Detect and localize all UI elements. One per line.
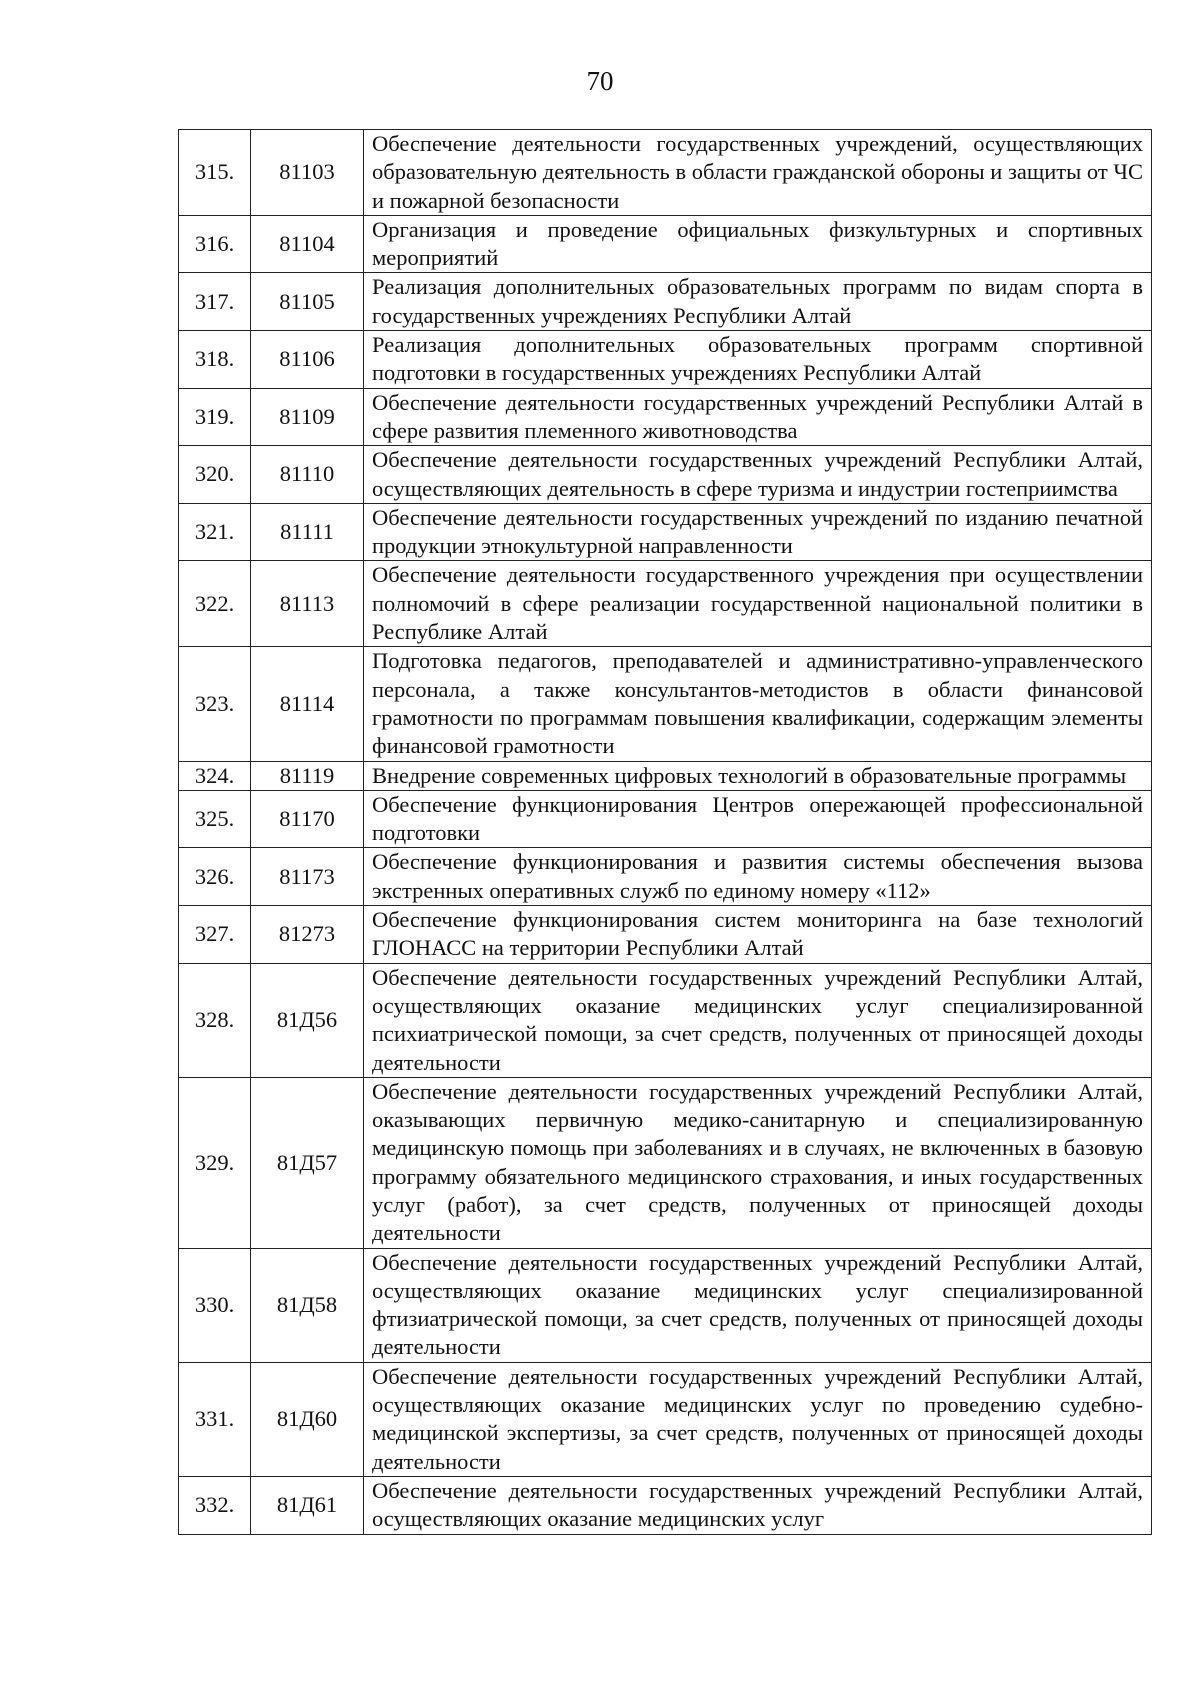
row-number: 327. [179, 906, 251, 964]
row-number: 323. [179, 647, 251, 761]
budget-code: 81110 [251, 446, 364, 504]
table-row [179, 215, 1152, 273]
table-row [179, 1248, 1152, 1362]
code-description: Реализация дополнительных образовательных программ по видам спорта в государственных учреждениях Республики Алтай [364, 273, 1152, 331]
code-description: Организация и проведение официальных физкультурных и спортивных мероприятий [364, 215, 1152, 273]
code-description: Обеспечение деятельности государственных учреждений, осуществляющих образовательную деятельность в области гражданской обороны и защиты от ЧС и пожарной безопасности [364, 130, 1152, 216]
budget-code: 81106 [251, 331, 364, 389]
budget-code: 81119 [251, 761, 364, 790]
table-row [179, 503, 1152, 561]
budget-code: 81109 [251, 388, 364, 446]
code-description: Обеспечение функционирования и развития системы обеспечения вызова экстренных оперативных служб по единому номеру «112» [364, 848, 1152, 906]
row-number: 331. [179, 1362, 251, 1476]
budget-code: 81104 [251, 215, 364, 273]
code-description: Обеспечение деятельности государственных учреждений Республики Алтай, осуществляющих оказание медицинских услуг специализированной психиатрической помощи, за счет средств, полученных от приносящей доходы деятельности [364, 963, 1152, 1077]
budget-code: 81113 [251, 561, 364, 647]
table-row [179, 1077, 1152, 1248]
budget-code: 81273 [251, 906, 364, 964]
budget-code: 81114 [251, 647, 364, 761]
code-description: Обеспечение деятельности государственного учреждения при осуществлении полномочий в сфере реализации государственной национальной политики в Республике Алтай [364, 561, 1152, 647]
row-number: 328. [179, 963, 251, 1077]
table-row [179, 331, 1152, 389]
table-row [179, 446, 1152, 504]
row-number: 322. [179, 561, 251, 647]
row-number: 316. [179, 215, 251, 273]
code-description: Обеспечение деятельности государственных учреждений Республики Алтай, оказывающих первичную медико-санитарную и специализированную медицинскую помощь при заболеваниях и в случаях, не включенных в базовую программу обязательного медицинского страхования, и иных государственных услуг (работ), за счет средств, полученных от приносящей доходы деятельности [364, 1077, 1152, 1248]
table-row [179, 761, 1152, 790]
table-body [179, 130, 1152, 1535]
table-row [179, 848, 1152, 906]
table-row [179, 1362, 1152, 1476]
code-description: Подготовка педагогов, преподавателей и административно-управленческого персонала, а также консультантов-методистов в области финансовой грамотности по программам повышения квалификации, содержащим элементы финансовой грамотности [364, 647, 1152, 761]
row-number: 321. [179, 503, 251, 561]
page-number: 70 [586, 66, 614, 96]
budget-code: 81170 [251, 790, 364, 848]
table-row [179, 388, 1152, 446]
row-number: 325. [179, 790, 251, 848]
table-row [179, 561, 1152, 647]
code-description: Обеспечение деятельности государственных учреждений Республики Алтай, осуществляющих деятельность в сфере туризма и индустрии гостеприимства [364, 446, 1152, 504]
table-row [179, 1476, 1152, 1534]
table-row [179, 647, 1152, 761]
table-row [179, 273, 1152, 331]
code-description: Обеспечение функционирования систем мониторинга на базе технологий ГЛОНАСС на территории Республики Алтай [364, 906, 1152, 964]
table-row [179, 963, 1152, 1077]
row-number: 318. [179, 331, 251, 389]
budget-codes-table [178, 129, 1152, 1535]
budget-code: 81Д60 [251, 1362, 364, 1476]
code-description: Обеспечение деятельности государственных учреждений по изданию печатной продукции этнокультурной направленности [364, 503, 1152, 561]
code-description: Внедрение современных цифровых технологий в образовательные программы [364, 761, 1152, 790]
row-number: 319. [179, 388, 251, 446]
budget-code: 81Д58 [251, 1248, 364, 1362]
code-description: Обеспечение деятельности государственных учреждений Республики Алтай, осуществляющих оказание медицинских услуг специализированной фтизиатрической помощи, за счет средств, полученных от приносящей доходы деятельности [364, 1248, 1152, 1362]
budget-code: 81103 [251, 130, 364, 216]
row-number: 332. [179, 1476, 251, 1534]
code-description: Обеспечение деятельности государственных учреждений Республики Алтай в сфере развития племенного животноводства [364, 388, 1152, 446]
row-number: 317. [179, 273, 251, 331]
table-row [179, 790, 1152, 848]
budget-code: 81111 [251, 503, 364, 561]
row-number: 326. [179, 848, 251, 906]
row-number: 320. [179, 446, 251, 504]
row-number: 329. [179, 1077, 251, 1248]
table-row [179, 906, 1152, 964]
budget-code: 81Д57 [251, 1077, 364, 1248]
budget-code: 81Д56 [251, 963, 364, 1077]
row-number: 330. [179, 1248, 251, 1362]
code-description: Обеспечение функционирования Центров опережающей профессиональной подготовки [364, 790, 1152, 848]
code-description: Обеспечение деятельности государственных учреждений Республики Алтай, осуществляющих оказание медицинских услуг [364, 1476, 1152, 1534]
code-description: Реализация дополнительных образовательных программ спортивной подготовки в государственных учреждениях Республики Алтай [364, 331, 1152, 389]
budget-code: 81173 [251, 848, 364, 906]
code-description: Обеспечение деятельности государственных учреждений Республики Алтай, осуществляющих оказание медицинских услуг по проведению судебно-медицинской экспертизы, за счет средств, полученных от приносящей доходы деятельности [364, 1362, 1152, 1476]
budget-code: 81105 [251, 273, 364, 331]
budget-code: 81Д61 [251, 1476, 364, 1534]
row-number: 324. [179, 761, 251, 790]
table-row [179, 130, 1152, 216]
row-number: 315. [179, 130, 251, 216]
